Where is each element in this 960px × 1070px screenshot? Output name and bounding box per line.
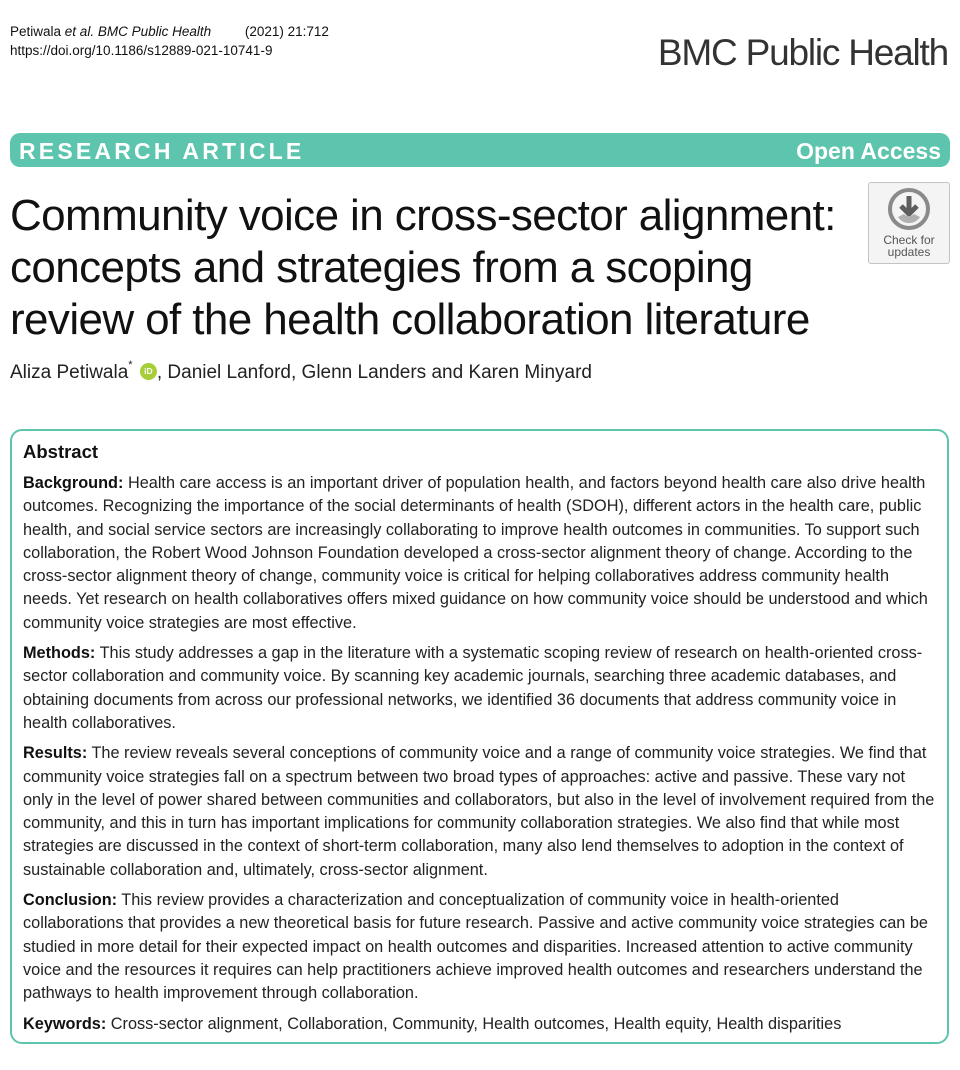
author-list — [10, 359, 592, 384]
abstract-keywords — [23, 1013, 935, 1036]
check-updates-label: Check for updates — [883, 233, 935, 259]
keywords-text: Cross-sector alignment, Collaboration, Community, Health outcomes, Health equity, Health disparities — [106, 1014, 842, 1033]
article-type: RESEARCH ARTICLE — [19, 138, 305, 164]
background-label: Background: — [23, 474, 124, 492]
methods-label: Methods: — [23, 644, 96, 663]
open-access-label: Open Access — [796, 138, 941, 164]
article-banner — [10, 133, 950, 167]
results-text: The review reveals several conceptions of community voice and a range of community voice strategies. We find that community voice strategies fall on a spectrum between two broad types of approaches: active and passive. These vary not only in the level of power shared between communities and collaborators, but also in the level of involvement required from the community, and this in turn has important implications for community collaboration strategies. We also find that while most strategies are discussed in the context of short-term collaboration, many also lend themselves to adoption in the context of sustainable collaboration and, ultimately, cross-sector alignment. — [23, 744, 935, 879]
keywords-label: Keywords: — [23, 1014, 107, 1033]
doi-link[interactable]: https://doi.org/10.1186/s12889-021-10741-9 — [10, 43, 273, 58]
citation-line — [10, 22, 329, 41]
methods-text: This study addresses a gap in the literature with a systematic scoping review of research on health-oriented cross-sector collaboration and community voice. By scanning key academic journals, searching three academic databases, and obtaining documents from across our professional networks, we identified 36 documents that address community voice in health collaboratives. — [23, 644, 923, 732]
citation-author: Petiwala — [10, 24, 62, 39]
results-label: Results: — [23, 744, 88, 763]
orcid-icon[interactable]: iD — [140, 363, 157, 380]
conclusion-text: This review provides a characterization and conceptualization of community voice in health-oriented collaborations that provides a new theoretical basis for future research. Passive and active community voice strategies can be studied in more detail for their expected impact on health outcomes and disparities. Increased attention to active community voice and the resources it requires can help practitioners achieve improved health outcomes and researchers understand the pathways to health improvement through collaboration. — [23, 891, 928, 1003]
abstract-background — [23, 472, 935, 635]
citation-header — [10, 22, 329, 60]
journal-logo: BMC Public Health — [657, 32, 948, 73]
abstract-conclusion — [23, 889, 935, 1005]
citation-volume: (2021) 21:712 — [244, 24, 329, 39]
abstract-methods — [23, 642, 935, 735]
abstract-box — [10, 429, 949, 1044]
first-author[interactable]: Aliza Petiwala — [10, 362, 129, 383]
abstract-results — [23, 742, 935, 882]
article-title: Community voice in cross-sector alignment: concepts and strategies from a scoping review of the health collaboration literature — [10, 191, 836, 344]
other-authors: , Daniel Lanford, Glenn Landers and Karen Minyard — [156, 362, 592, 383]
background-text: Health care access is an important driver of population health, and factors beyond health care also drive health outcomes. Recognizing the importance of the social determinants of health (SDOH), different actors in the health care, public health, and social service sectors are increasingly collaborating to improve health outcomes in communities. To support such collaboration, the Robert Wood Johnson Foundation developed a cross-sector alignment theory of change. According to the cross-sector alignment theory of change, community voice is critical for helping collaboratives address community health needs. Yet research on health collaboratives offers mixed guidance on how community voice should be understood and which community voice strategies are most effective. — [23, 474, 928, 632]
citation-journal: et al. BMC Public Health — [64, 24, 212, 39]
conclusion-label: Conclusion: — [23, 891, 118, 910]
corresponding-mark: * — [128, 359, 133, 371]
check-for-updates-button[interactable] — [868, 182, 950, 264]
check-updates-icon — [887, 187, 931, 231]
abstract-heading: Abstract — [23, 441, 99, 462]
